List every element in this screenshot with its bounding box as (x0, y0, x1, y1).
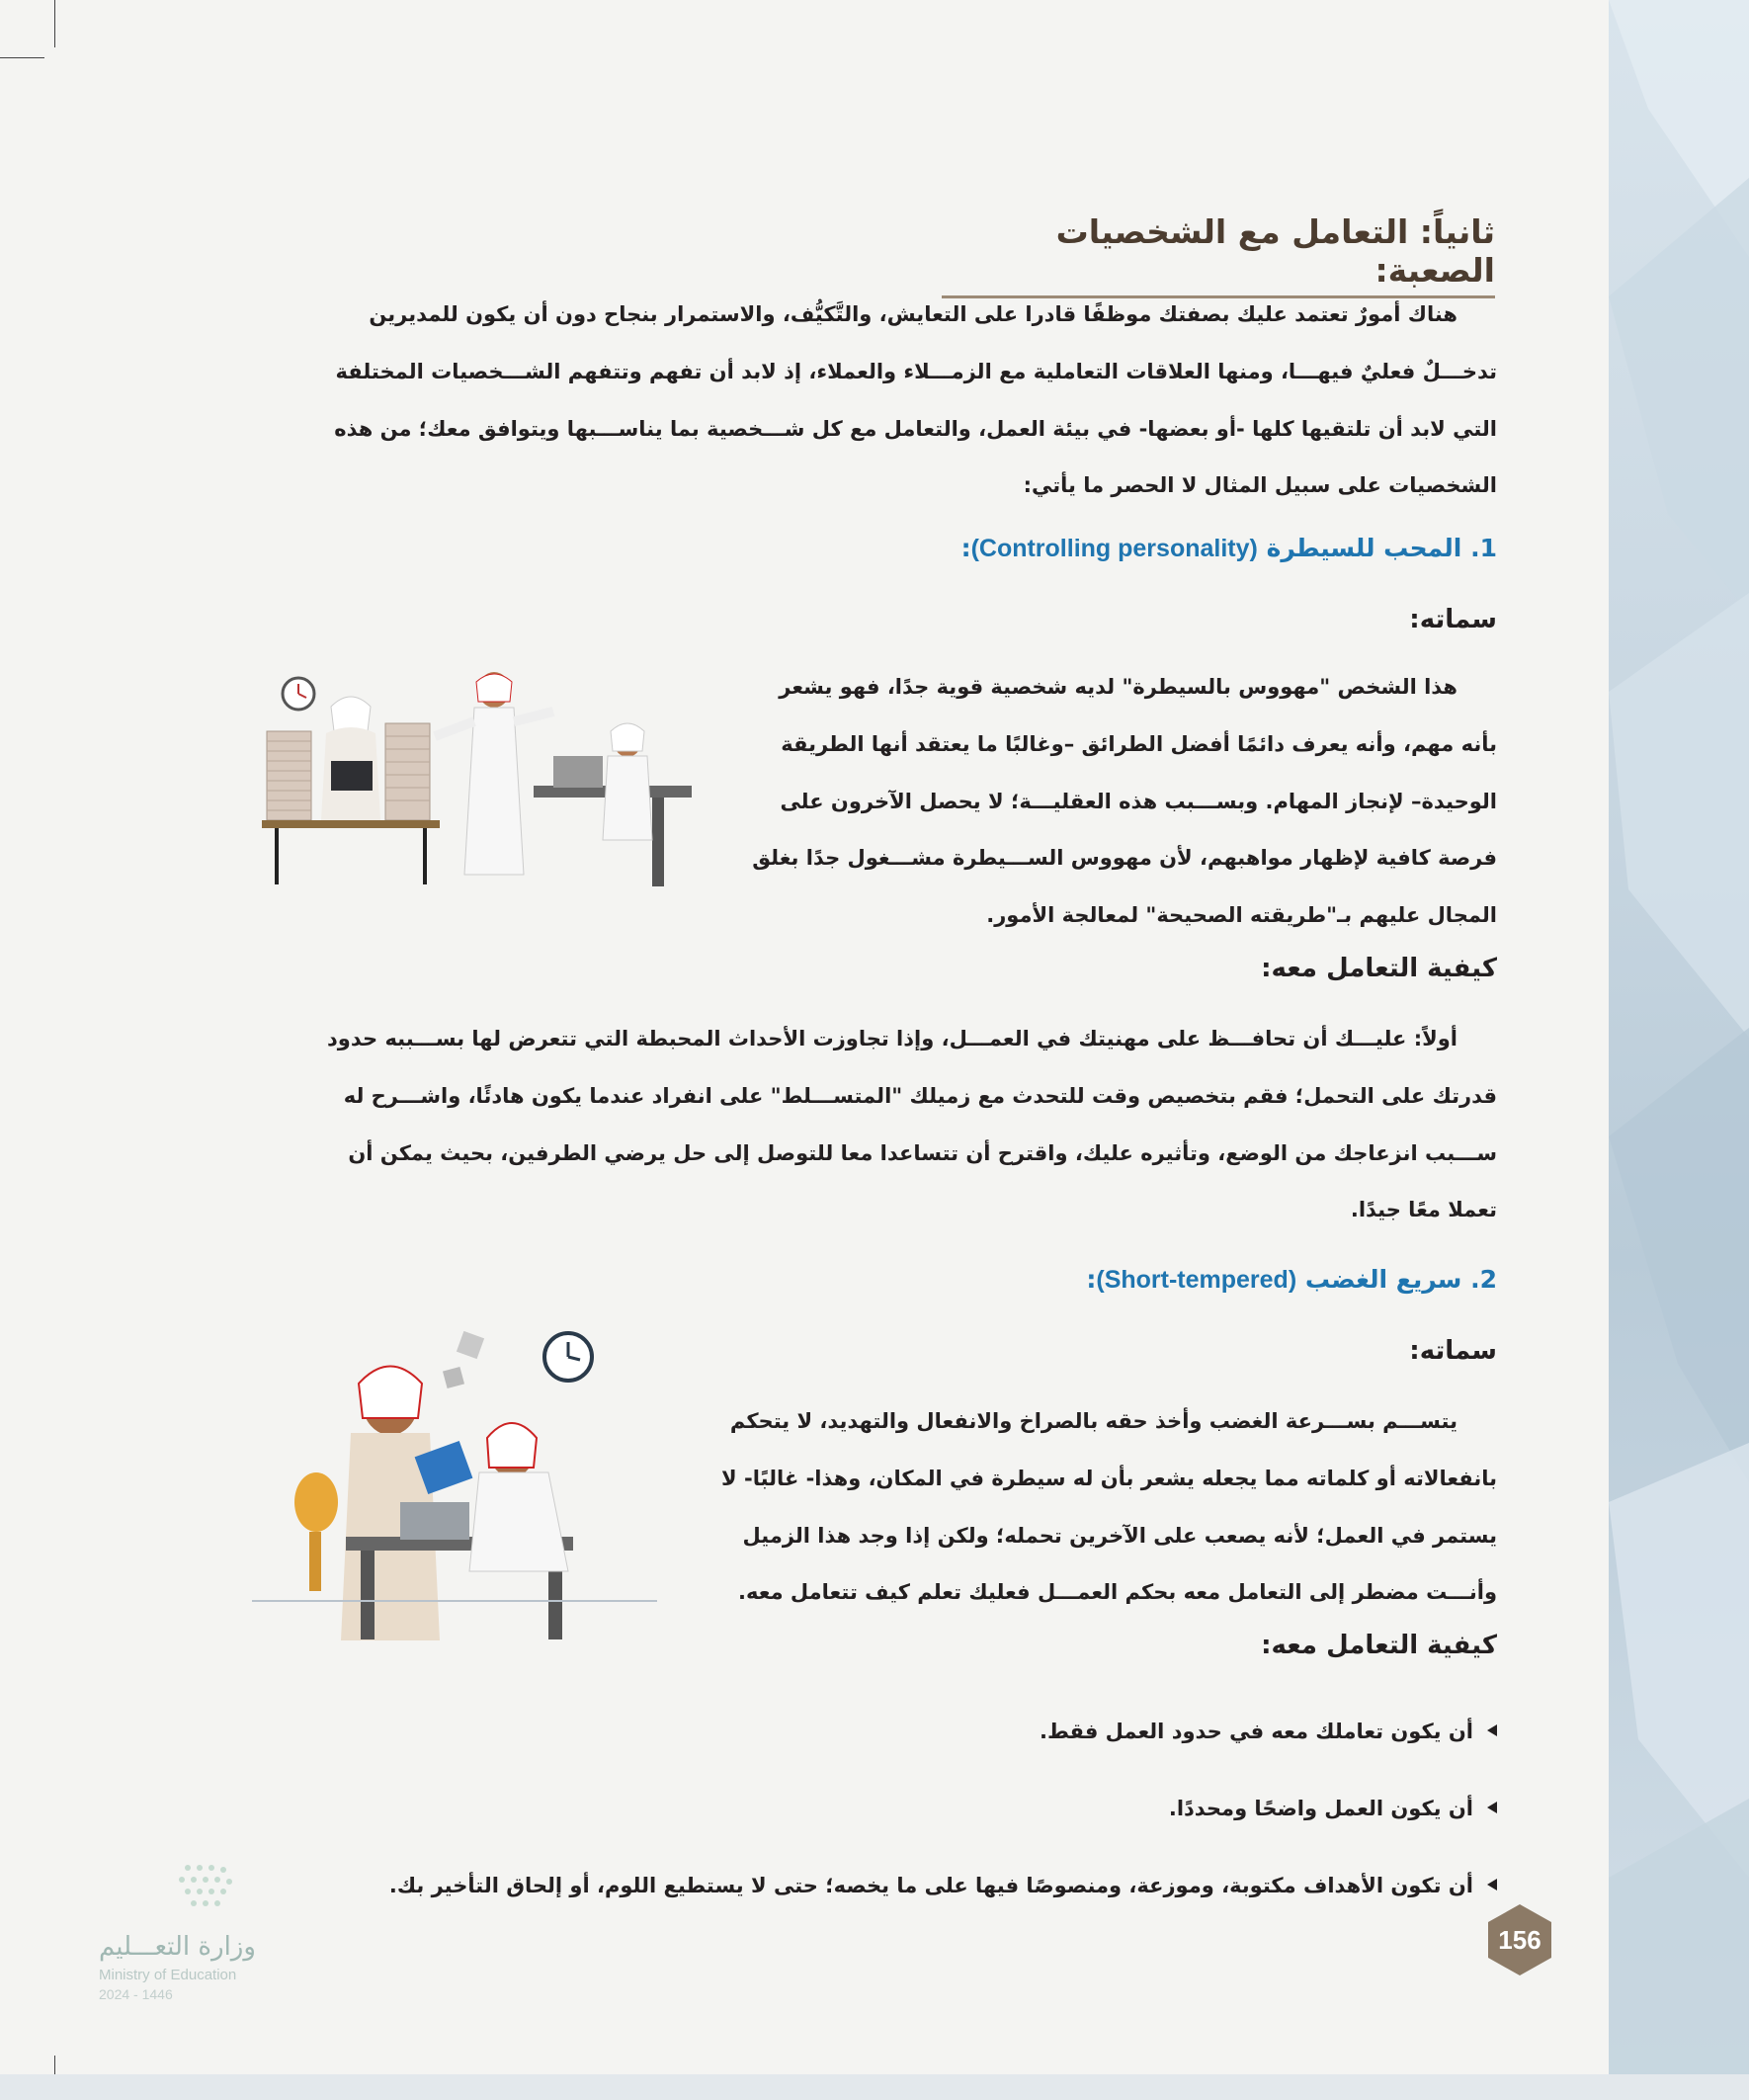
traits-line: وأنـــت مضطر إلى التعامل معه بحكم العمـــل فعليك تعلم كيف تتعامل معه. (738, 1580, 1497, 1605)
item-title-ar: سريع الغضب (1304, 1265, 1462, 1294)
howto-line: تعملا معًا جيدًا. (1350, 1198, 1497, 1222)
intro-line: الشخصيات على سبيل المثال لا الحصر ما يأتي: (1023, 473, 1497, 498)
page-number: 156 (1498, 1925, 1541, 1955)
short-tempered-illustration (252, 1324, 657, 1645)
traits-line: الوحيدة– لإنجاز المهام. وبســـبب هذه العقليـــة؛ لا يحصل الآخرون على (780, 789, 1497, 813)
traits-line: المجال عليهم بـ"طريقته الصحيحة" لمعالجة الأمور. (986, 903, 1497, 928)
list-item (250, 1792, 1497, 1869)
howto-line: قدرتك على التحمل؛ فقم بتخصيص وقت للتحدث مع زميلك "المتســـلط" على انفراد عندما يكون هادئًا، واشـــرح له (343, 1083, 1497, 1108)
traits-line: بأنه مهم، وأنه يعرف دائمًا أفضل الطرائق –وغالبًا ما يعتقد أنها الطريقة (781, 731, 1497, 756)
list-item (250, 1869, 1497, 1946)
ministry-name-ar: وزارة التعـــليم (99, 1932, 256, 1962)
item-title-en: (Short-tempered) (1096, 1266, 1297, 1294)
item-1-traits (726, 659, 1497, 945)
ministry-name-en: Ministry of Education (99, 1967, 237, 1983)
intro-line: هناك أمورٌ تعتمد عليك بصفتك موظفًا قادرا على التعايش، والتَّكيُّف، والاستمرار بنجاح دون أن يكون للمديرين (369, 302, 1458, 326)
howto-line: ســـبب انزعاجك من الوضع، وتأثيره عليك، واقترح أن تتساعدا معا للتوصل إلى حل يرضي الطرفين، بحيث يمكن أن (348, 1140, 1497, 1165)
bullet-arrow-icon (1487, 1802, 1497, 1813)
intro-paragraph (250, 287, 1497, 515)
bullet-text: أن يكون تعاملك معه في حدود العمل فقط. (1039, 1720, 1473, 1743)
item-1-howto (250, 1011, 1497, 1239)
page-number-badge (1482, 1902, 1557, 1977)
item-1-title (961, 534, 1497, 563)
traits-line: بانفعالاته أو كلماته مما يجعله يشعر بأن له سيطرة في المكان، وهذا- غالبًا- لا (721, 1466, 1497, 1490)
howto-line: أولاً: عليـــك أن تحافـــظ على مهنيتك في العمـــل، وإذا تجاوزت الأحداث المحبطة التي تتعرض لها بســـببه حدود (327, 1027, 1458, 1050)
bullet-arrow-icon (1487, 1724, 1497, 1736)
item-title-suffix: : (1086, 1265, 1097, 1294)
section-heading: ثانياً: التعامل مع الشخصيات الصعبة: (942, 212, 1495, 298)
traits-line: هذا الشخص "مهووس بالسيطرة" لديه شخصية قوية جدًا، فهو يشعر (779, 675, 1458, 699)
item-number: 2. (1470, 1265, 1497, 1294)
item-2-bullets (250, 1715, 1497, 1946)
intro-line: التي لابد أن تلتقيها كلها -أو بعضها- في بيئة العمل، والتعامل مع كل شـــخصية بما يناســـبها ويتوافق معك؛ من هذه (334, 416, 1497, 441)
ministry-year: 2024 - 1446 (99, 1986, 173, 2002)
item-title-suffix: : (960, 534, 971, 562)
traits-line: فرصة كافية لإظهار مواهبهم، لأن مهووس الســـيطرة مشـــغول جدًا بغلق (752, 846, 1497, 871)
bullet-text: أن يكون العمل واضحًا ومحددًا. (1168, 1797, 1473, 1820)
decorative-side-band (1609, 0, 1749, 2100)
item-2-traits (687, 1393, 1497, 1622)
item-1-howto-label: كيفية التعامل معه: (1261, 954, 1497, 983)
item-2-traits-label: سماته: (1409, 1336, 1497, 1366)
item-title-en: (Controlling personality) (970, 535, 1258, 562)
bullet-text: أن تكون الأهداف مكتوبة، وموزعة، ومنصوصًا فيها على ما يخصه؛ حتى لا يستطيع اللوم، أو إلحاق التأخير بك. (388, 1874, 1473, 1897)
item-2-howto-label: كيفية التعامل معه: (1261, 1631, 1497, 1660)
item-title-ar: المحب للسيطرة (1266, 534, 1462, 562)
item-number: 1. (1470, 534, 1497, 562)
bullet-arrow-icon (1487, 1879, 1497, 1890)
controlling-personality-illustration (257, 662, 692, 889)
list-item (250, 1715, 1497, 1792)
traits-line: يستمر في العمل؛ لأنه يصعب على الآخرين تحمله؛ ولكن إذا وجد هذا الزميل (742, 1523, 1497, 1548)
traits-line: يتســـم بســـرعة الغضب وأخذ حقه بالصراخ والانفعال والتهديد، لا يتحكم (729, 1409, 1458, 1433)
intro-line: تدخـــلٌ فعليٌ فيهـــا، ومنها العلاقات التعاملية مع الزمـــلاء والعملاء، إذ لابد أن تفهم وتتفهم الشـــخصيات المختلفة (335, 359, 1497, 383)
page-content (247, 0, 1497, 2100)
item-1-traits-label: سماته: (1409, 605, 1497, 634)
crop-mark (0, 57, 44, 58)
crop-mark (54, 0, 55, 47)
item-2-title (1086, 1265, 1497, 1295)
